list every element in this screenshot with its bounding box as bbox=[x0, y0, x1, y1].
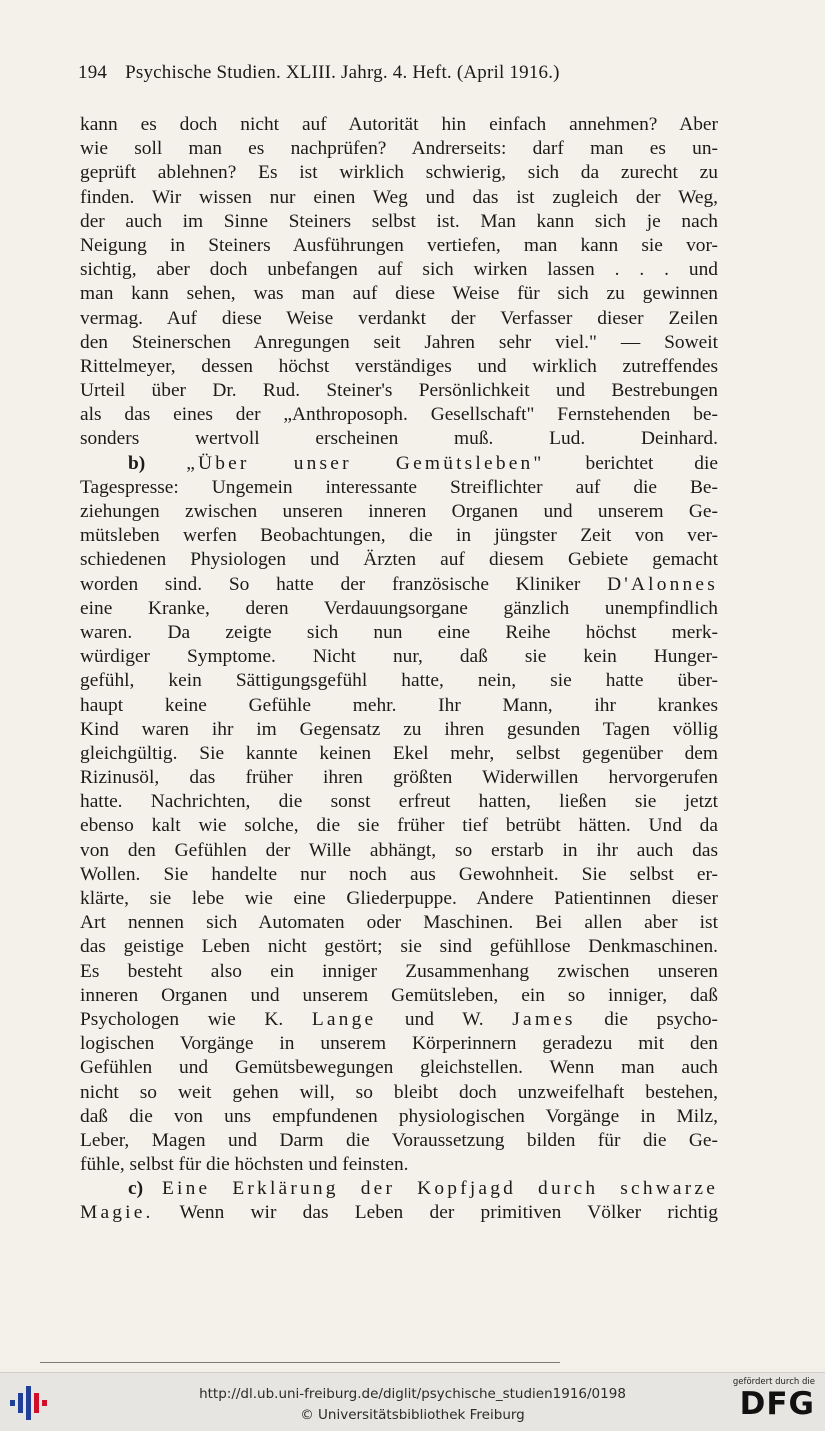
page-number: 194 bbox=[78, 62, 108, 83]
text-fragment: Wenn wir das Leben der primitiven Völker richtig bbox=[179, 1202, 718, 1224]
text-line: Rizinusöl, das früher ihren größten Widerwillen hervorgerufen bbox=[80, 767, 718, 789]
section-heading-c bbox=[80, 1177, 718, 1201]
dfg-sponsor bbox=[719, 1377, 815, 1429]
section-title: „Über unser Gemütsleben" bbox=[186, 452, 545, 474]
text-line: nicht so weit gehen will, so bleibt doch unzweifelhaft bestehen, bbox=[80, 1081, 718, 1103]
person-name: Lange bbox=[311, 1008, 377, 1030]
body-text bbox=[80, 113, 718, 1226]
text-line: logischen Vorgänge in unserem Körperinnern geradezu mit den bbox=[80, 1033, 718, 1055]
text-line: Tagespresse: Ungemein interessante Streiflichter auf die Be- bbox=[80, 476, 718, 498]
text-line: als das eines der „Anthroposoph. Gesellschaft" Fernstehenden be- bbox=[80, 404, 718, 426]
text-line: wie soll man es nachprüfen? Andrerseits: darf man es un- bbox=[80, 138, 718, 160]
text-line: Leber, Magen und Darm die Voraussetzung bilden für die Ge- bbox=[80, 1129, 718, 1151]
text-line: Es besteht also ein inniger Zusammenhang zwischen unseren bbox=[80, 960, 718, 982]
page-bottom-rule bbox=[40, 1362, 560, 1363]
text-line: Kind waren ihr im Gegensatz zu ihren gesunden Tagen völlig bbox=[80, 718, 718, 740]
text-line bbox=[80, 1201, 718, 1225]
text-line: ebenso kalt wie solche, die sie früher tief betrübt hätten. Und da bbox=[80, 815, 718, 837]
text-line: inneren Organen und unserem Gemütsleben, ein so inniger, daß bbox=[80, 984, 718, 1006]
text-line bbox=[80, 1008, 718, 1032]
text-line: würdiger Symptome. Nicht nur, daß sie kein Hunger- bbox=[80, 646, 718, 668]
text-line: Wollen. Sie handelte nur noch aus Gewohnheit. Sie selbst er- bbox=[80, 863, 718, 885]
author-signature: Lud. Deinhard. bbox=[549, 428, 718, 450]
text-line: fühle, selbst für die höchsten und feinsten. bbox=[80, 1154, 409, 1176]
permalink-url[interactable]: http://dl.ub.uni-freiburg.de/diglit/psychische_studien1916/0198 bbox=[199, 1386, 626, 1402]
text-line: Art nennen sich Automaten oder Maschinen. Bei allen aber ist bbox=[80, 912, 718, 934]
text-line: man kann sehen, was man auf diese Weise für sich zu gewinnen bbox=[80, 283, 718, 305]
text-line: daß die von uns empfundenen physiologischen Vorgänge in Milz, bbox=[80, 1105, 718, 1127]
text-line: vermag. Auf diese Weise verdankt der Verfasser dieser Zeilen bbox=[80, 307, 718, 329]
text-fragment: die psycho- bbox=[604, 1008, 718, 1030]
sponsor-label: gefördert durch die bbox=[732, 1377, 815, 1387]
text-line: hatte. Nachrichten, die sonst erfreut hatten, ließen sie jetzt bbox=[80, 791, 718, 813]
text-line: der auch im Sinne Steiners selbst ist. Man kann sich je nach bbox=[80, 210, 718, 232]
text-fragment: berichtet die bbox=[585, 452, 718, 474]
text-line: Gefühlen und Gemütsbewegungen gleichstellen. Wenn man auch bbox=[80, 1057, 718, 1079]
text-fragment: sonders wertvoll erscheinen muß. bbox=[80, 428, 494, 450]
text-line: Neigung in Steiners Ausführungen vertiefen, man kann sie vor- bbox=[80, 234, 718, 256]
text-line: finden. Wir wissen nur einen Weg und das ist zugleich der Weg, bbox=[80, 186, 718, 208]
running-title: Psychische Studien. XLIII. Jahrg. 4. Heft. (April 1916.) bbox=[125, 62, 560, 83]
section-marker: b) bbox=[128, 452, 146, 474]
section-marker: c) bbox=[128, 1178, 144, 1200]
text-line: den Steinerschen Anregungen seit Jahren sehr viel." — Soweit bbox=[80, 331, 718, 353]
section-title: Eine Erklärung der Kopfjagd durch schwarze bbox=[161, 1178, 718, 1200]
text-line: ziehungen zwischen unseren inneren Organen und unserem Ge- bbox=[80, 501, 718, 522]
text-line: mütsleben werfen Beobachtungen, die in jüngster Zeit von ver- bbox=[80, 525, 718, 547]
person-name: James bbox=[512, 1008, 576, 1030]
section-heading-b bbox=[80, 452, 718, 476]
running-head bbox=[78, 62, 718, 84]
text-line: klärte, sie lebe wie eine Gliederpuppe. Andere Patientinnen dieser bbox=[80, 888, 718, 909]
text-line: sichtig, aber doch unbefangen auf sich wirken lassen . . . und bbox=[80, 259, 718, 281]
text-line: Urteil über Dr. Rud. Steiner's Persönlichkeit und Bestrebungen bbox=[80, 380, 718, 402]
copyright-notice: © Universitätsbibliothek Freiburg bbox=[300, 1407, 525, 1423]
text-line bbox=[80, 573, 718, 597]
text-fragment: worden sind. So hatte der französische Kliniker bbox=[80, 573, 581, 595]
section-title: Magie. bbox=[80, 1202, 154, 1224]
text-line: schiedenen Physiologen und Ärzten auf diesem Gebiete gemacht bbox=[80, 549, 718, 571]
viewer-footer bbox=[0, 1372, 825, 1431]
text-line: geprüft ablehnen? Es ist wirklich schwierig, sich da zurecht zu bbox=[80, 162, 718, 184]
text-line: von den Gefühlen der Wille abhängt, so erstarb in ihr auch das bbox=[80, 839, 718, 861]
text-line: Rittelmeyer, dessen höchst verständiges und wirklich zutreffendes bbox=[80, 355, 718, 377]
text-fragment: Psychologen wie K. bbox=[80, 1008, 284, 1030]
dfg-logo: DFG bbox=[739, 1386, 815, 1422]
person-name: D'Alonnes bbox=[607, 573, 718, 595]
text-line bbox=[80, 427, 718, 451]
text-fragment: und W. bbox=[404, 1008, 484, 1030]
text-line: gleichgültig. Sie kannte keinen Ekel mehr, selbst gegenüber dem bbox=[80, 742, 718, 764]
text-line: kann es doch nicht auf Autorität hin einfach annehmen? Aber bbox=[80, 114, 718, 135]
text-line: haupt keine Gefühle mehr. Ihr Mann, ihr krankes bbox=[80, 694, 718, 716]
text-line: das geistige Leben nicht gestört; sie sind gefühllose Denkmaschinen. bbox=[80, 936, 718, 958]
text-line: eine Kranke, deren Verdauungsorgane gänzlich unempfindlich bbox=[80, 597, 718, 619]
text-line: gefühl, kein Sättigungsgefühl hatte, nein, sie hatte über- bbox=[80, 670, 718, 692]
text-line: waren. Da zeigte sich nun eine Reihe höchst merk- bbox=[80, 621, 718, 643]
